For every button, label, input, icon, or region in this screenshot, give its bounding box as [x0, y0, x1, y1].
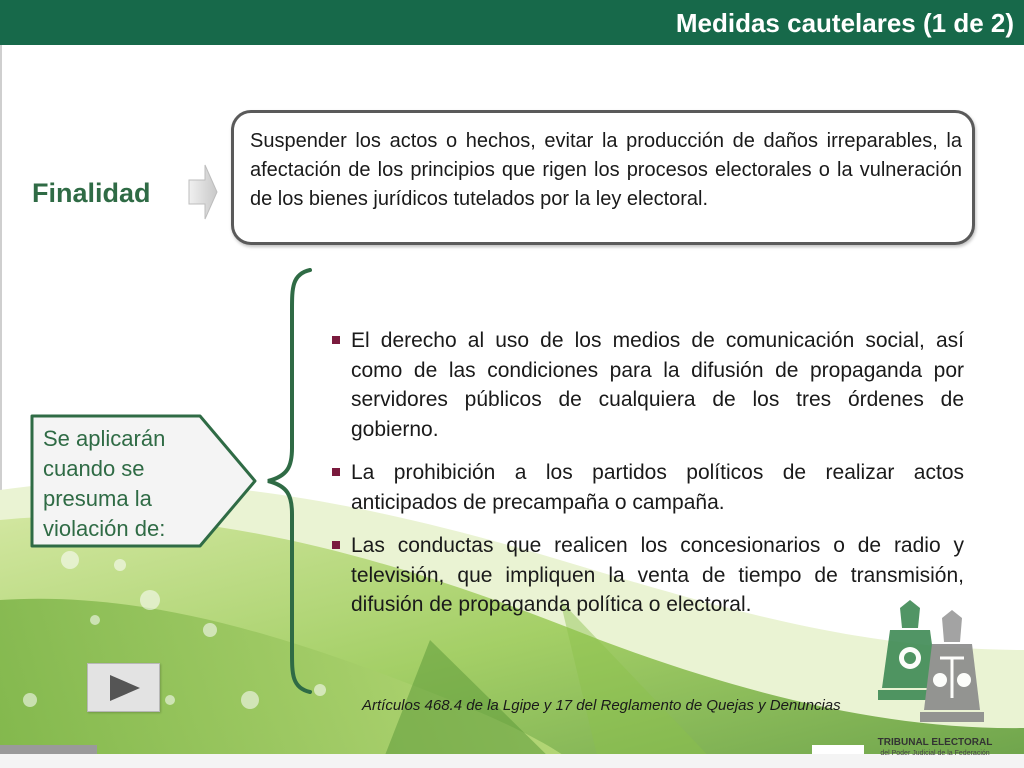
- logo-title: TRIBUNAL ELECTORAL: [877, 737, 993, 748]
- finalidad-label: Finalidad: [32, 178, 151, 208]
- progress-bar-left: [0, 745, 97, 754]
- list-item: [332, 326, 964, 444]
- legal-reference: Artículos 468.4 de la Lgipe y 17 del Reglamento de Quejas y Denuncias: [362, 697, 841, 714]
- tribunal-logo: [860, 598, 1010, 763]
- finalidad-text: Suspender los actos o hechos, evitar la producción de daños irreparables, la afectación de los principios que rigen los procesos electorales o la vulneración de los bienes jurídicos tutelados por la ley electoral.: [250, 130, 962, 210]
- play-icon: [108, 674, 142, 702]
- square-bullet-icon: [332, 541, 340, 549]
- header-bar: [0, 0, 1024, 45]
- finalidad-box: [231, 110, 975, 245]
- list-item-text: La prohibición a los partidos políticos de realizar actos anticipados de precampaña o campaña.: [351, 461, 964, 514]
- list-item-text: El derecho al uso de los medios de comunicación social, así como de las condiciones para la difusión de propaganda por servidores públicos de cualquiera de los tres órdenes de gobierno.: [351, 329, 964, 441]
- square-bullet-icon: [332, 468, 340, 476]
- list-item-text: Las conductas que realicen los concesionarios o de radio y televisión, que impliquen la venta de tiempo de transmisión, difusión de propaganda política o electoral.: [351, 534, 964, 616]
- aplicacion-label: Se aplicarán cuando se presuma la violación de:: [43, 426, 166, 541]
- play-button[interactable]: [87, 663, 160, 712]
- square-bullet-icon: [332, 336, 340, 344]
- list-item: [332, 458, 964, 517]
- progress-bar-right: [812, 745, 864, 754]
- arrow-right-icon: [188, 164, 218, 220]
- slide-title: Medidas cautelares (1 de 2): [675, 8, 1014, 38]
- curly-brace-icon: [262, 268, 322, 694]
- logo-subtitle: del Poder Judicial de la Federación: [880, 750, 990, 757]
- tribunal-emblem-icon: [860, 598, 1010, 733]
- violaciones-list: [332, 326, 964, 634]
